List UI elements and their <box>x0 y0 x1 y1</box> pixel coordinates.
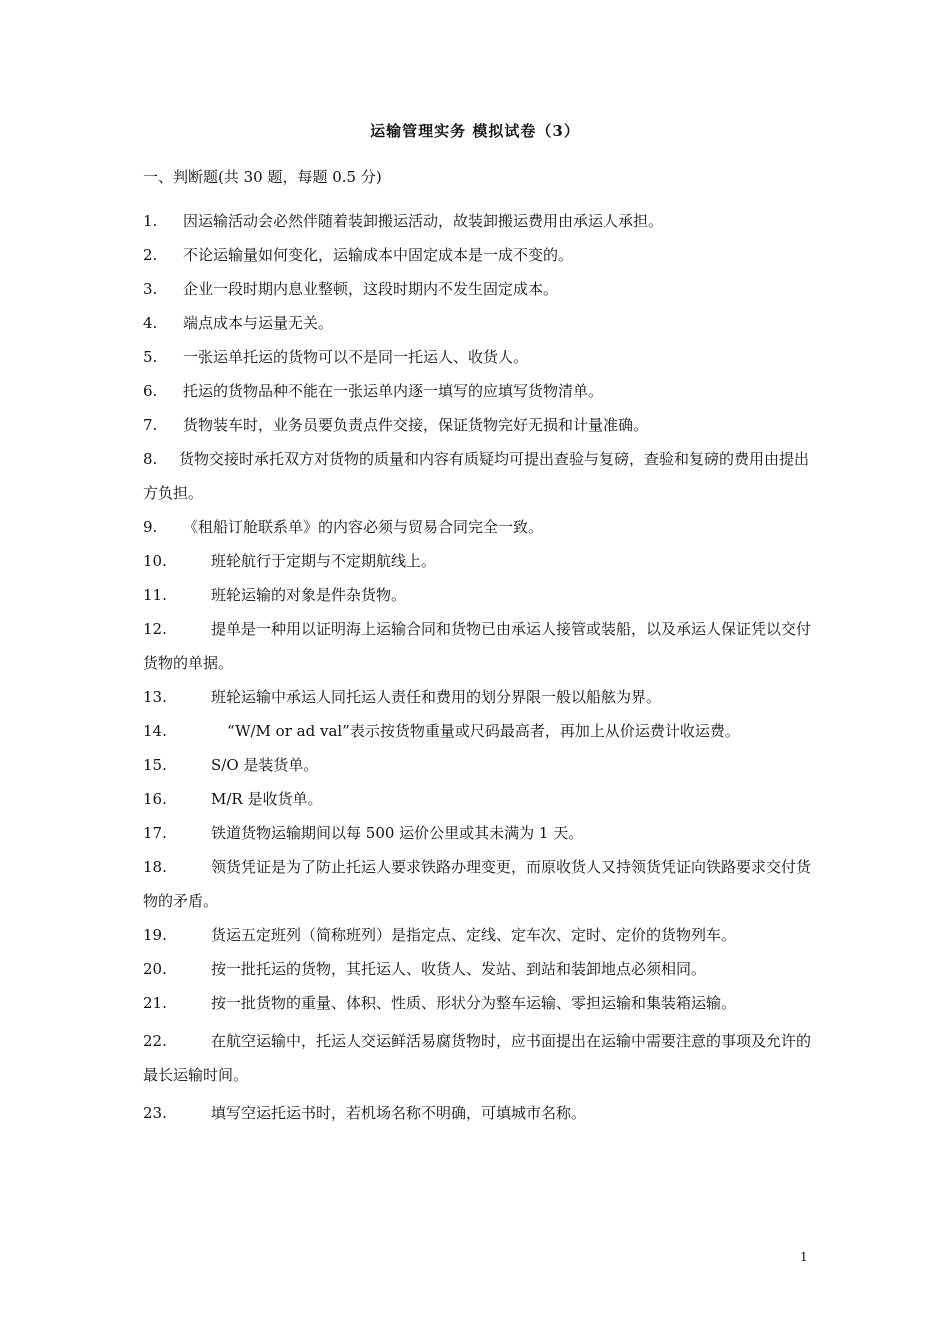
question-number: 5. <box>143 348 158 366</box>
question-item <box>143 238 813 272</box>
question-number: 4. <box>143 314 158 332</box>
question-item <box>143 952 813 986</box>
question-text: 班轮航行于定期与不定期航线上。 <box>211 552 437 570</box>
question-number: 8. <box>143 450 158 468</box>
question-text: 托运的货物品种不能在一张运单内逐一填写的应填写货物清单。 <box>183 382 604 400</box>
question-text: 在航空运输中，托运人交运鲜活易腐货物时，应书面提出在运输中需要注意的事项及允许的最长运输时间。 <box>143 1032 812 1084</box>
question-number: 18. <box>143 858 167 876</box>
question-number: 12. <box>143 620 167 638</box>
question-number: 15. <box>143 756 167 774</box>
question-text: S/O 是装货单。 <box>211 756 319 774</box>
question-text: 端点成本与运量无关。 <box>183 314 334 332</box>
question-item <box>143 272 813 306</box>
question-item <box>143 544 813 578</box>
question-text: 按一批托运的货物，其托运人、收货人、发站、到站和装卸地点必须相同。 <box>211 960 707 978</box>
question-item <box>143 850 813 918</box>
page-number: 1 <box>800 1250 808 1264</box>
question-number: 3. <box>143 280 158 298</box>
question-number: 19. <box>143 926 167 944</box>
question-item <box>143 782 813 816</box>
question-item <box>143 306 813 340</box>
question-number: 17. <box>143 824 167 842</box>
question-text: 企业一段时期内息业整顿，这段时期内不发生固定成本。 <box>183 280 559 298</box>
question-number: 13. <box>143 688 167 706</box>
question-item <box>143 510 813 544</box>
question-text: 因运输活动会必然伴随着装卸搬运活动，故装卸搬运费用由承运人承担。 <box>183 212 664 230</box>
question-item <box>143 1024 813 1092</box>
question-text: “W/M or ad val”表示按货物重量或尺码最高者，再加上从价运费计收运费。 <box>227 722 740 740</box>
question-list <box>143 204 813 1130</box>
question-item <box>143 204 813 238</box>
question-text: 领货凭证是为了防止托运人要求铁路办理变更，而原收货人又持领货凭证向铁路要求交付货物的矛盾。 <box>143 858 812 910</box>
question-item <box>143 986 813 1020</box>
question-item <box>143 714 813 748</box>
question-text: M/R 是收货单。 <box>211 790 323 808</box>
question-text: 不论运输量如何变化，运输成本中固定成本是一成不变的。 <box>183 246 574 264</box>
question-text: 班轮运输中承运人同托运人责任和费用的划分界限一般以船舷为界。 <box>211 688 662 706</box>
question-item <box>143 374 813 408</box>
question-number: 21. <box>143 994 167 1012</box>
question-number: 22. <box>143 1032 167 1050</box>
question-text: 提单是一种用以证明海上运输合同和货物已由承运人接管或装船，以及承运人保证凭以交付货物的单据。 <box>143 620 812 672</box>
question-number: 20. <box>143 960 167 978</box>
question-text: 按一批货物的重量、体积、性质、形状分为整车运输、零担运输和集装箱运输。 <box>211 994 737 1012</box>
question-item <box>143 680 813 714</box>
question-item <box>143 1096 813 1130</box>
question-number: 9. <box>143 518 158 536</box>
question-text: 货物交接时承托双方对货物的质量和内容有质疑均可提出查验与复磅，查验和复磅的费用由提出方负担。 <box>143 450 810 502</box>
question-text: 货物装车时，业务员要负责点件交接，保证货物完好无损和计量准确。 <box>183 416 649 434</box>
question-item <box>143 612 813 680</box>
question-number: 14. <box>143 722 167 740</box>
question-text: 铁道货物运输期间以每 500 运价公里或其未满为 1 天。 <box>211 824 584 842</box>
question-number: 6. <box>143 382 158 400</box>
question-number: 7. <box>143 416 158 434</box>
question-text: 《租船订舱联系单》的内容必须与贸易合同完全一致。 <box>183 518 544 536</box>
question-item <box>143 340 813 374</box>
question-number: 2. <box>143 246 158 264</box>
question-item <box>143 816 813 850</box>
question-number: 16. <box>143 790 167 808</box>
question-item <box>143 918 813 952</box>
section-heading: 一、判断题(共 30 题，每题 0.5 分) <box>143 168 382 186</box>
question-text: 填写空运托运书时，若机场名称不明确，可填城市名称。 <box>211 1104 587 1122</box>
question-item <box>143 578 813 612</box>
question-number: 23. <box>143 1104 167 1122</box>
question-number: 10. <box>143 552 167 570</box>
question-text: 货运五定班列（简称班列）是指定点、定线、定车次、定时、定价的货物列车。 <box>211 926 737 944</box>
document-title: 运输管理实务 模拟试卷（3） <box>370 122 580 140</box>
question-item <box>143 442 813 510</box>
question-number: 1. <box>143 212 158 230</box>
question-number: 11. <box>143 586 167 604</box>
question-text: 一张运单托运的货物可以不是同一托运人、收货人。 <box>183 348 529 366</box>
question-text: 班轮运输的对象是件杂货物。 <box>211 586 407 604</box>
question-item <box>143 408 813 442</box>
question-item <box>143 748 813 782</box>
